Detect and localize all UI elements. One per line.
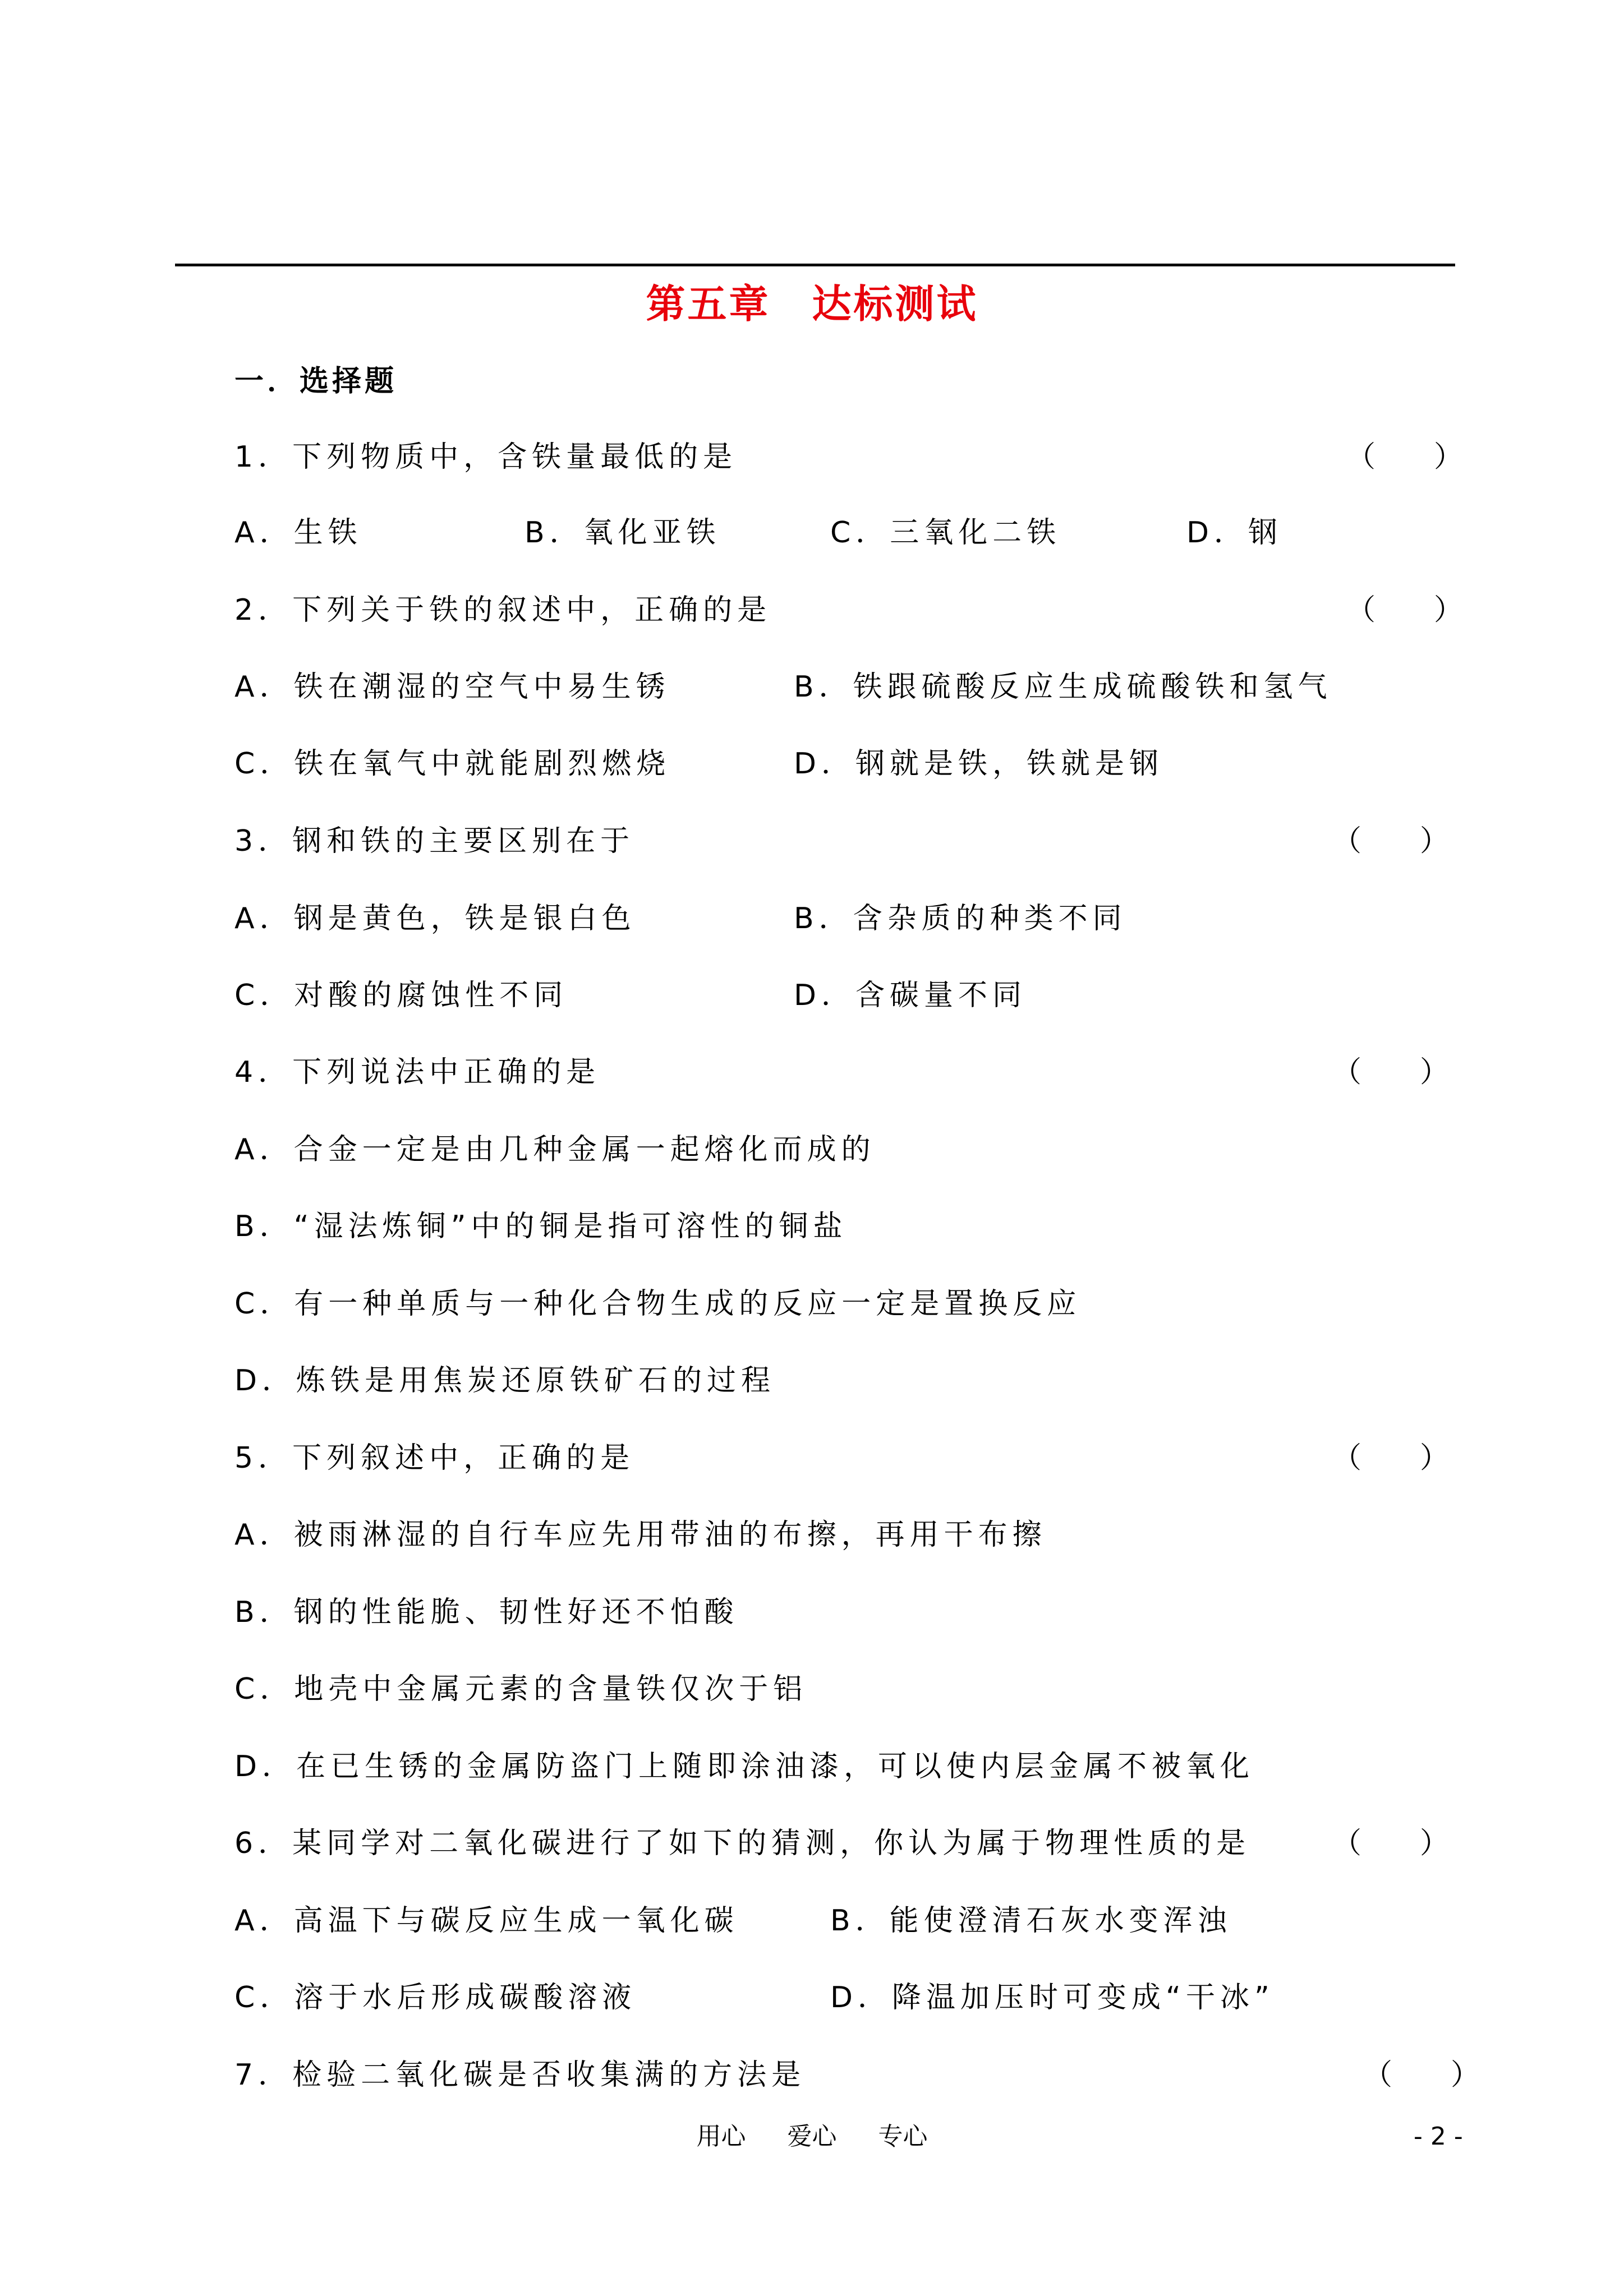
answer-bracket: （ ） [1332, 1827, 1450, 1860]
page-title: 第五章 达标测试 [646, 281, 978, 327]
option-b: B．“湿法炼铜”中的铜是指可溶性的铜盐 [234, 1210, 848, 1243]
answer-bracket: （ ） [1332, 1055, 1450, 1089]
question-stem: 4．下列说法中正确的是 [234, 1055, 601, 1089]
question-stem: 7．检验二氧化碳是否收集满的方法是 [234, 2058, 806, 2092]
option-c: C．铁在氧气中就能剧烈燃烧 [234, 747, 671, 781]
option-a: A．铁在潮湿的空气中易生锈 [234, 670, 670, 704]
answer-bracket: （ ） [1346, 593, 1464, 627]
question-stem: 6．某同学对二氧化碳进行了如下的猜测，你认为属于物理性质的是 [234, 1827, 1251, 1860]
header-rule [175, 264, 1455, 266]
option-b: B．铁跟硫酸反应生成硫酸铁和氢气 [794, 670, 1332, 704]
question-stem: 2．下列关于铁的叙述中，正确的是 [234, 593, 772, 627]
option-c: C．溶于水后形成碳酸溶液 [234, 1981, 637, 2014]
option-d: D．降温加压时可变成“干冰” [830, 1981, 1275, 2014]
option-b: B．含杂质的种类不同 [794, 902, 1127, 935]
option-c: C．有一种单质与一种化合物生成的反应一定是置换反应 [234, 1287, 1082, 1321]
option-a: A．合金一定是由几种金属一起熔化而成的 [234, 1133, 876, 1167]
option-d: D．钢就是铁，铁就是钢 [794, 747, 1164, 781]
option-a: A．钢是黄色，铁是银白色 [234, 902, 636, 935]
option-b: B．能使澄清石灰水变浑浊 [830, 1904, 1232, 1938]
page-number: - 2 - [1414, 2122, 1463, 2151]
option-b: B．钢的性能脆、韧性好还不怕酸 [234, 1596, 739, 1629]
option-d: D．炼铁是用焦炭还原铁矿石的过程 [234, 1364, 776, 1398]
answer-bracket: （ ） [1332, 824, 1450, 858]
section-heading: 一．选择题 [234, 365, 398, 398]
question-stem: 1．下列物质中，含铁量最低的是 [234, 440, 738, 474]
question-stem: 5．下列叙述中，正确的是 [234, 1441, 635, 1475]
option-a: A．生铁 [234, 516, 362, 550]
footer-motto: 用心 爱心 专心 [696, 2122, 928, 2151]
answer-bracket: （ ） [1363, 2058, 1480, 2092]
option-d: D．含碳量不同 [794, 979, 1027, 1012]
question-stem: 3．钢和铁的主要区别在于 [234, 824, 635, 858]
option-c: C．对酸的腐蚀性不同 [234, 979, 568, 1012]
answer-bracket: （ ） [1332, 1441, 1450, 1475]
option-d: D．在已生锈的金属防盗门上随即涂油漆，可以使内层金属不被氧化 [234, 1750, 1255, 1783]
option-a: A．被雨淋湿的自行车应先用带油的布擦，再用干布擦 [234, 1518, 1047, 1552]
option-c: C．三氧化二铁 [830, 516, 1061, 550]
answer-bracket: （ ） [1346, 440, 1464, 474]
option-a: A．高温下与碳反应生成一氧化碳 [234, 1904, 739, 1938]
option-d: D．钢 [1186, 516, 1283, 550]
option-b: B．氧化亚铁 [525, 516, 721, 550]
option-c: C．地壳中金属元素的含量铁仅次于铝 [234, 1672, 808, 1706]
